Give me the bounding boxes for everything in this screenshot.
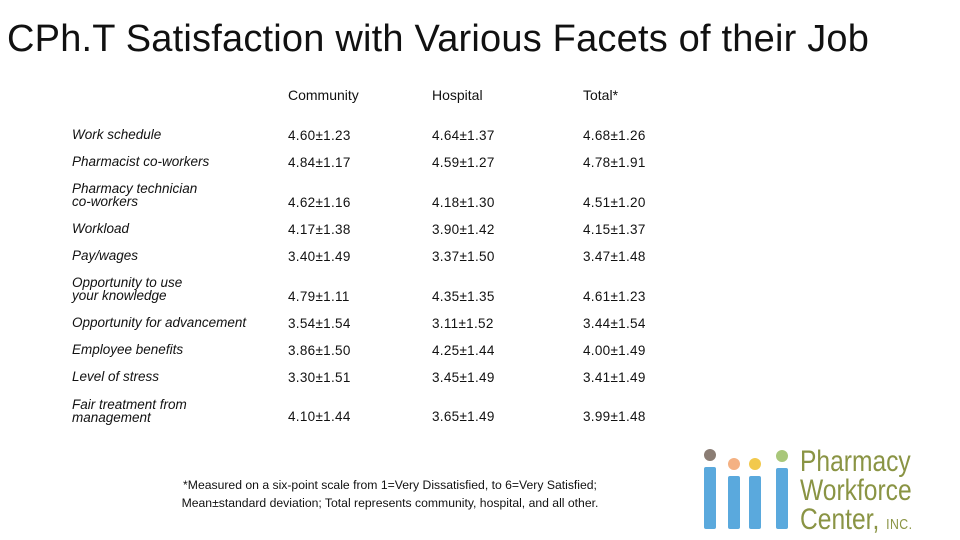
logo-text-line-2: Workforce [800,474,912,507]
table-cell: 4.84±1.17 [288,155,351,170]
table-cell: 4.79±1.11 [288,289,350,304]
table-cell: 3.99±1.48 [583,409,646,424]
column-header-total: Total* [583,87,619,103]
row-label-workload: Workload [72,221,130,236]
row-label-opportunity-for-advancement: Opportunity for advancement [72,315,247,330]
table-cell: 4.10±1.44 [288,409,351,424]
footnote [100,476,680,512]
row-label-work-schedule: Work schedule [72,127,162,142]
table-cell: 3.37±1.50 [432,249,495,264]
table-cell: 4.61±1.23 [583,289,646,304]
row-label-fair-treatment: Fair treatment from management [72,397,187,425]
row-label-employee-benefits: Employee benefits [72,342,184,357]
row-label-pharmacist-coworkers: Pharmacist co-workers [72,154,210,169]
row-label-pay-wages: Pay/wages [72,248,139,263]
table-cell: 4.35±1.35 [432,289,495,304]
table-cell: 3.41±1.49 [583,370,646,385]
table-cell: 3.54±1.54 [288,316,351,331]
table-cell: 4.15±1.37 [583,222,646,237]
page-title: CPh.T Satisfaction with Various Facets of their Job [7,18,870,60]
table-cell: 4.62±1.16 [288,195,351,210]
table-cell: 4.59±1.27 [432,155,495,170]
logo-text-line-1: Pharmacy [800,445,911,478]
column-header-hospital: Hospital [432,87,483,103]
table-cell: 4.78±1.91 [583,155,646,170]
table-cell: 3.86±1.50 [288,343,351,358]
table-cell: 3.65±1.49 [432,409,495,424]
logo-text-line-3: Center, INC. [800,503,913,536]
table-cell: 4.17±1.38 [288,222,351,237]
table-cell: 4.51±1.20 [583,195,646,210]
column-header-community: Community [288,87,359,103]
table-cell: 4.00±1.49 [583,343,646,358]
table-cell: 4.64±1.37 [432,128,495,143]
table-cell: 3.90±1.42 [432,222,495,237]
footnote-line-1: *Measured on a six-point scale from 1=Very Dissatisfied, to 6=Very Satisfied; [183,478,597,492]
row-label-pharmacy-technician-coworkers: Pharmacy technician co-workers [72,181,198,209]
row-label-opportunity-to-use-knowledge: Opportunity to use your knowledge [72,275,183,303]
footnote-line-2: Mean±standard deviation; Total represents community, hospital, and all other. [181,496,599,510]
table-cell: 3.45±1.49 [432,370,495,385]
table-cell: 3.47±1.48 [583,249,646,264]
table-cell: 3.30±1.51 [288,370,351,385]
table-cell: 4.60±1.23 [288,128,351,143]
table-cell: 4.25±1.44 [432,343,495,358]
table-cell: 3.44±1.54 [583,316,646,331]
table-cell: 3.11±1.52 [432,316,494,331]
table-cell: 3.40±1.49 [288,249,351,264]
table-cell: 4.68±1.26 [583,128,646,143]
table-cell: 4.18±1.30 [432,195,495,210]
row-label-level-of-stress: Level of stress [72,369,160,384]
